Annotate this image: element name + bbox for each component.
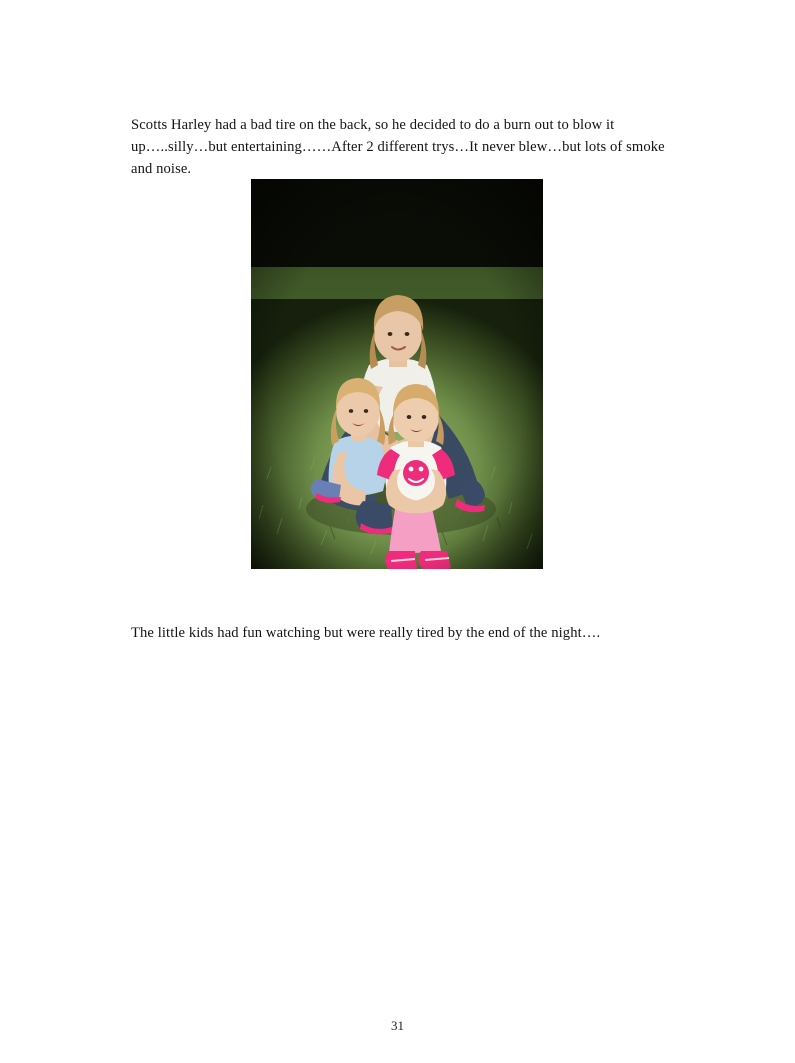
paragraph-top: Scotts Harley had a bad tire on the back, so he decided to do a burn out to blow it up…..silly…but entertaining……After 2 different trys…It never blew…but lots of smoke and noise. [131, 116, 665, 177]
page-number: 31 [391, 1018, 404, 1033]
paragraph-bottom: The little kids had fun watching but were really tired by the end of the night…. [131, 624, 601, 641]
photo-figure [251, 179, 543, 569]
